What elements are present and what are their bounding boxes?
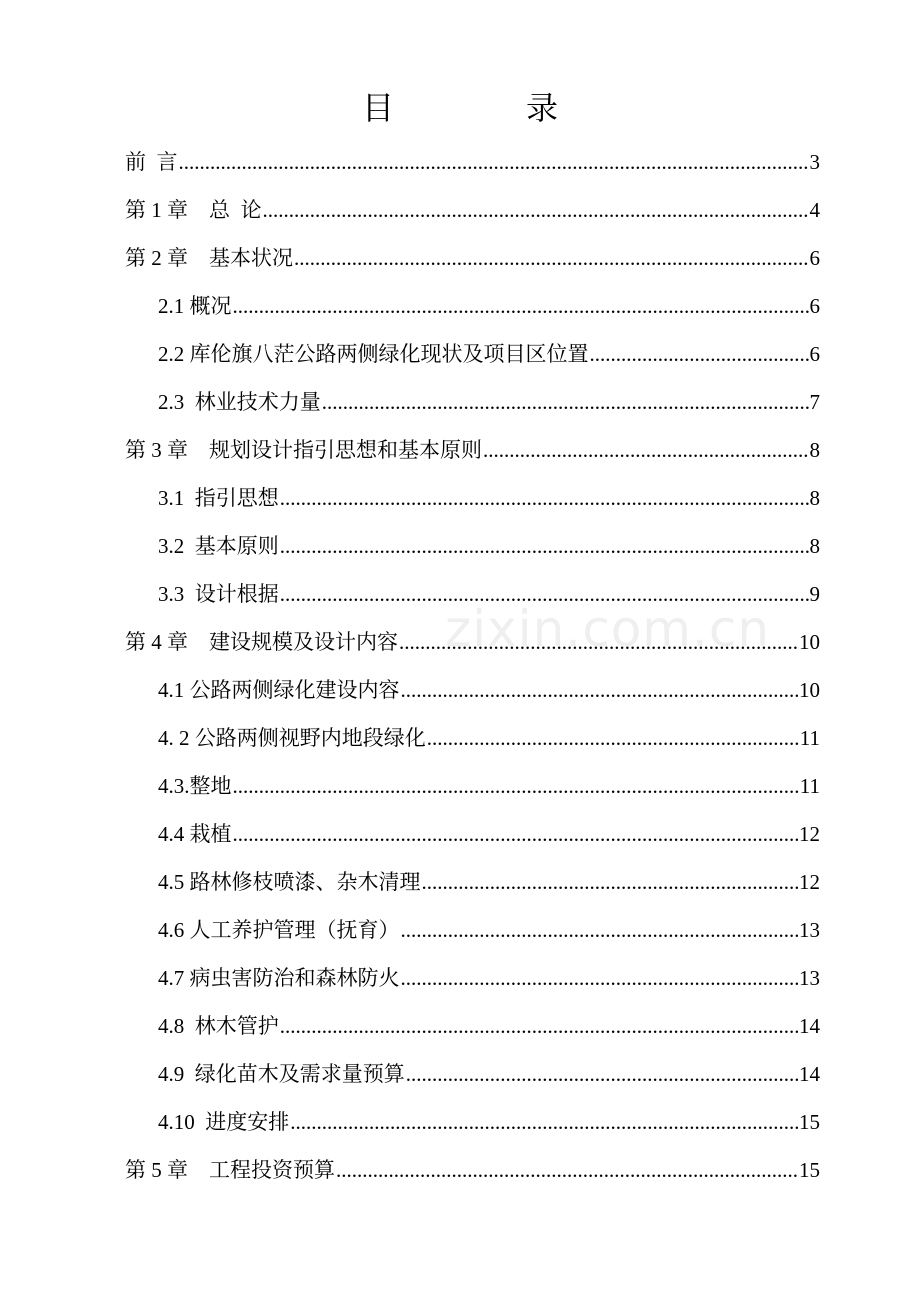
toc-entry-label: 4.9 绿化苗木及需求量预算 <box>158 1062 405 1086</box>
toc-entry-section-4-8[interactable] <box>125 1002 820 1050</box>
toc-entry-label: 第 1 章 总 论 <box>125 198 262 222</box>
toc-entry-label: 2.3 林业技术力量 <box>158 390 321 414</box>
toc-leader-dots <box>401 666 799 714</box>
toc-entry-section-4-1[interactable] <box>125 666 820 714</box>
toc-entry-chapter-1[interactable] <box>125 186 820 234</box>
toc-page-number: 11 <box>799 726 820 750</box>
toc-entry-label: 4.6 人工养护管理（抚育） <box>158 918 400 942</box>
toc-page-number: 15 <box>799 1110 820 1134</box>
toc-leader-dots <box>280 1002 798 1050</box>
toc-page-number: 9 <box>809 582 820 606</box>
toc-entry-section-2-3[interactable] <box>125 378 820 426</box>
toc-leader-dots <box>427 714 799 762</box>
toc-entry-chapter-5[interactable] <box>125 1146 820 1194</box>
toc-page-number: 14 <box>799 1062 820 1086</box>
toc-entry-label: 4.8 林木管护 <box>158 1014 279 1038</box>
toc-entry-label: 4. 2 公路两侧视野内地段绿化 <box>158 726 426 750</box>
toc-entry-section-3-2[interactable] <box>125 522 820 570</box>
toc-leader-dots <box>290 1098 798 1146</box>
toc-entry-label: 3.1 指引思想 <box>158 486 279 510</box>
page-title: 目 录 <box>361 89 608 127</box>
toc-page-number: 13 <box>799 918 820 942</box>
toc-page-number: 7 <box>809 390 820 414</box>
toc-entry-section-4-7[interactable] <box>125 954 820 1002</box>
toc-entry-chapter-3[interactable] <box>125 426 820 474</box>
toc-page-number: 4 <box>809 198 820 222</box>
toc-entry-section-3-1[interactable] <box>125 474 820 522</box>
toc-entry-section-4-5[interactable] <box>125 858 820 906</box>
toc-entry-chapter-2[interactable] <box>125 234 820 282</box>
toc-leader-dots <box>280 522 809 570</box>
toc-entry-chapter-4[interactable] <box>125 618 820 666</box>
toc-entry-label: 4.4 栽植 <box>158 822 232 846</box>
toc-page-number: 6 <box>809 294 820 318</box>
toc-entry-label: 第 5 章 工程投资预算 <box>125 1158 335 1182</box>
toc-entry-section-4-10[interactable] <box>125 1098 820 1146</box>
toc-page-number: 12 <box>799 822 820 846</box>
toc-entry-label: 第 4 章 建设规模及设计内容 <box>125 630 398 654</box>
toc-entry-label: 4.3.整地 <box>158 774 232 798</box>
toc-entry-preface[interactable] <box>125 138 820 186</box>
toc-leader-dots <box>406 1050 798 1098</box>
toc-page-number: 3 <box>809 150 820 174</box>
toc-entry-label: 4.1 公路两侧绿化建设内容 <box>158 678 400 702</box>
toc-page-number: 14 <box>799 1014 820 1038</box>
toc-entry-label: 第 3 章 规划设计指引思想和基本原则 <box>125 438 482 462</box>
toc-entry-label: 4.5 路林修枝喷漆、杂木清理 <box>158 870 421 894</box>
toc-leader-dots <box>280 570 809 618</box>
toc-entry-section-3-3[interactable] <box>125 570 820 618</box>
toc-leader-dots <box>336 1146 798 1194</box>
toc-page-number: 11 <box>799 774 820 798</box>
toc-entry-section-2-1[interactable] <box>125 282 820 330</box>
watermark: zixin.com.cn <box>445 600 771 658</box>
toc-leader-dots <box>401 954 799 1002</box>
toc-page-number: 8 <box>809 486 820 510</box>
toc-entry-label: 前 言 <box>125 150 178 174</box>
toc-leader-dots <box>233 810 799 858</box>
toc-leader-dots <box>179 138 809 186</box>
toc-entry-section-4-9[interactable] <box>125 1050 820 1098</box>
toc-leader-dots <box>483 426 809 474</box>
toc-page-number: 12 <box>799 870 820 894</box>
toc-entry-label: 2.2 库伦旗八茫公路两侧绿化现状及项目区位置 <box>158 342 589 366</box>
toc-entry-section-4-6[interactable] <box>125 906 820 954</box>
toc-entry-label: 4.7 病虫害防治和森林防火 <box>158 966 400 990</box>
toc-entry-section-4-4[interactable] <box>125 810 820 858</box>
toc-leader-dots <box>280 474 809 522</box>
toc-entry-section-2-2[interactable] <box>125 330 820 378</box>
toc-page-number: 6 <box>809 246 820 270</box>
toc-leader-dots <box>399 618 798 666</box>
toc-page-number: 10 <box>799 630 820 654</box>
toc-entry-section-4-2[interactable] <box>125 714 820 762</box>
toc-entry-label: 2.1 概况 <box>158 294 232 318</box>
toc-page-number: 8 <box>809 438 820 462</box>
toc-entry-label: 3.2 基本原则 <box>158 534 279 558</box>
toc-leader-dots <box>422 858 799 906</box>
toc-entry-section-4-3[interactable] <box>125 762 820 810</box>
toc-leader-dots <box>233 282 809 330</box>
toc-page-number: 10 <box>799 678 820 702</box>
toc-leader-dots <box>294 234 809 282</box>
toc-leader-dots <box>590 330 809 378</box>
toc-page-number: 15 <box>799 1158 820 1182</box>
toc-page-number: 13 <box>799 966 820 990</box>
toc-leader-dots <box>233 762 799 810</box>
toc-page-number: 8 <box>809 534 820 558</box>
toc-leader-dots <box>401 906 799 954</box>
table-of-contents <box>125 138 820 1194</box>
toc-entry-label: 第 2 章 基本状况 <box>125 246 293 270</box>
toc-leader-dots <box>263 186 809 234</box>
toc-leader-dots <box>322 378 809 426</box>
toc-entry-label: 3.3 设计根据 <box>158 582 279 606</box>
toc-entry-label: 4.10 进度安排 <box>158 1110 290 1134</box>
toc-page-number: 6 <box>809 342 820 366</box>
